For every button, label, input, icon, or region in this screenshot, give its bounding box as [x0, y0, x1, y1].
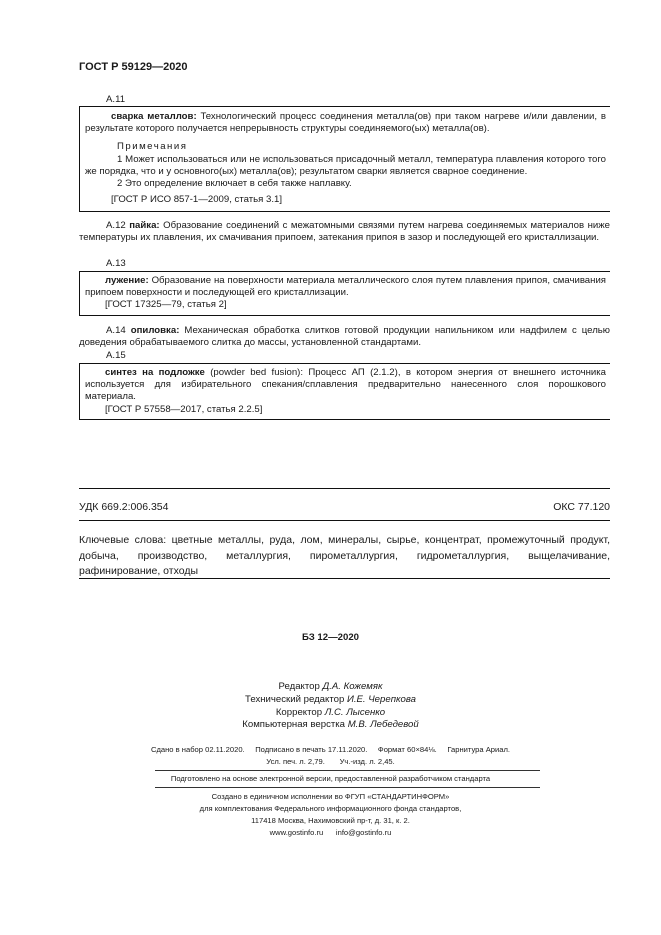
definition-a15: (powder bed fusion): Процесс АП (2.1.2), в котором энергия от внешнего источника используется для избирательного спекания/сплавления предварительно нанесенного слоя порошкового материала.: [85, 367, 606, 403]
entry-label-a13: А.13: [106, 258, 126, 269]
definition-a14: Механическая обработка слитков готовой продукции напильником или надфилем с целью доведения обрабатываемого слитка до массы, установленной стандартами.: [79, 325, 610, 349]
term-a14: опиловка:: [130, 325, 180, 336]
footer-rule-middle: [79, 520, 610, 521]
tech-editor-name: И.Е. Черепкова: [346, 694, 416, 705]
credit-editor: [0, 681, 661, 694]
layout-name: М.В. Лебедевой: [347, 719, 419, 730]
footer-rule-top: [79, 488, 610, 489]
definition-a12: Образование соединений с межатомными связями путем нагрева соединяемых материалов ниже температуры их плавления, их смачивания припоем, затекания припоя в зазор и последующей его кристаллизации.: [79, 220, 610, 244]
corrector-label: Корректор: [275, 707, 323, 718]
term-a13: лужение:: [105, 275, 149, 286]
definition-a11: Технологический процесс соединения металла(ов) при таком нагреве и/или давлении, в результате которого получается непрерывность структуры соединяемого(ых) металла(ов).: [85, 111, 606, 135]
publishing-line-6: 117418 Москва, Нахимовский пр-т, д. 31, к. 2.: [251, 816, 410, 825]
definition-a13: Образование на поверхности материала металлического слоя путем плавления припоя, смачивания припоем поверхности и последующей его кристаллизации.: [85, 275, 606, 299]
entry-label-a15: А.15: [106, 350, 126, 361]
source-a11: [ГОСТ Р ИСО 857-1—2009, статья 3.1]: [111, 194, 282, 206]
term-a11: сварка металлов:: [111, 111, 197, 122]
credit-tech-editor: [0, 694, 661, 707]
note-1: 1 Может использоваться или не использоваться присадочный металл, температура плавления которого того же порядка, что и у основного(ых) металла(ов); результатом сварки является сварное соединение.: [85, 153, 606, 177]
note-2: 2 Это определение включает в себя также наплавку.: [117, 178, 352, 190]
entry-box-a15: [79, 363, 610, 420]
editor-name: Д.А. Кожемяк: [322, 681, 383, 692]
entry-a14: [79, 325, 610, 349]
term-a12: пайка:: [129, 220, 160, 231]
corrector-name: Л.С. Лысенко: [324, 707, 386, 718]
publishing-line-3: Подготовлено на основе электронной версии, предоставленной разработчиком стандарта: [170, 774, 491, 783]
publishing-rule-1: [155, 770, 540, 771]
entry-label-a14: А.14: [106, 325, 126, 336]
publishing-line-4: Создано в единичном исполнении во ФГУП «СТАНДАРТИНФОРМ»: [211, 792, 450, 801]
publishing-line-7: www.gostinfo.ru info@gostinfo.ru: [269, 828, 392, 837]
entry-box-a13: [79, 271, 610, 316]
publishing-line-1: Сдано в набор 02.11.2020. Подписано в печать 17.11.2020. Формат 60×84⅛. Гарнитура Ариал.: [150, 745, 511, 754]
oks-code: ОКС 77.120: [553, 501, 610, 513]
document-header: ГОСТ Р 59129—2020: [79, 61, 188, 73]
term-a15: синтез на подложке: [105, 367, 205, 378]
credit-corrector: [0, 707, 661, 720]
keywords: Ключевые слова: цветные металлы, руда, лом, минералы, сырье, концентрат, промежуточный продукт, добыча, производство, металлургия, пирометаллургия, гидрометаллургия, выщелачивание, рафинирование, отходы: [79, 534, 610, 577]
tech-editor-label: Технический редактор: [245, 694, 345, 705]
entry-box-a11: [79, 106, 610, 212]
source-a15: [ГОСТ Р 57558—2017, статья 2.2.5]: [105, 403, 263, 415]
layout-label: Компьютерная верстка: [242, 719, 346, 730]
entry-label-a11: А.11: [106, 94, 126, 105]
credit-layout: [0, 719, 661, 732]
udk-code: УДК 669.2:006.354: [79, 501, 169, 513]
publishing-line-5: для комплектования Федерального информационного фонда стандартов,: [199, 804, 462, 813]
entry-a12: [79, 220, 610, 244]
notes-title: Примечания: [117, 141, 188, 153]
editor-label: Редактор: [278, 681, 320, 692]
bz-number: БЗ 12—2020: [301, 632, 360, 643]
footer-rule-bottom: [79, 578, 610, 579]
publishing-line-2: Усл. печ. л. 2,79. Уч.-изд. л. 2,45.: [266, 757, 395, 766]
publishing-rule-2: [155, 787, 540, 788]
source-a13: [ГОСТ 17325—79, статья 2]: [105, 299, 227, 311]
entry-label-a12: А.12: [106, 220, 126, 231]
